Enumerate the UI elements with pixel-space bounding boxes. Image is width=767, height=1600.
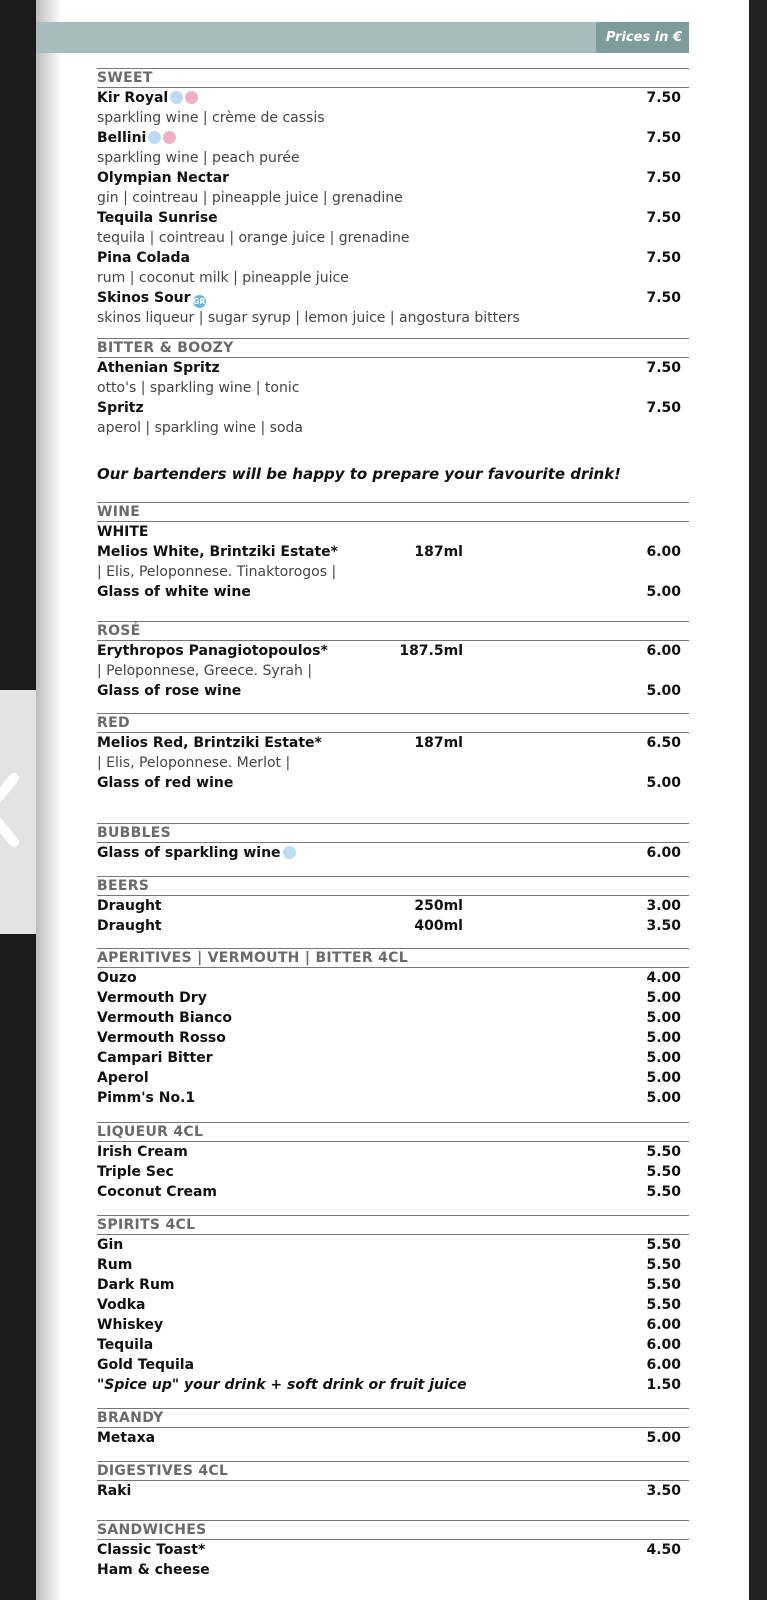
item-price: 5.00 (646, 1050, 681, 1066)
menu-item (97, 1428, 689, 1448)
item-name: Pimm's No.1 (97, 1090, 196, 1106)
item-name: Whiskey (97, 1317, 164, 1333)
item-name: Aperol (97, 1070, 149, 1086)
item-name: Spritz (97, 400, 144, 416)
item-price: 5.50 (646, 1297, 681, 1313)
item-price: 5.00 (646, 1430, 681, 1446)
item-price: 5.50 (646, 1144, 681, 1160)
menu-item (97, 773, 689, 793)
item-name: Ham & cheese (97, 1562, 210, 1578)
item-price: 7.50 (646, 360, 681, 376)
item-name: Irish Cream (97, 1144, 188, 1160)
section-liqueur: LIQUEUR 4CL (97, 1122, 689, 1142)
item-description: skinos liqueur | sugar syrup | lemon juice | angostura bitters (97, 310, 520, 326)
item-name: Classic Toast* (97, 1542, 206, 1558)
item-name: Draught (97, 918, 162, 934)
menu-item (97, 641, 689, 661)
section-bitter-boozy: BITTER & BOOZY (97, 338, 689, 358)
menu-item (97, 358, 689, 378)
pink-icon (163, 131, 176, 144)
menu-item (97, 1315, 689, 1335)
item-description: otto's | sparkling wine | tonic (97, 380, 300, 396)
item-price: 6.00 (646, 1317, 681, 1333)
section-sandwiches: SANDWICHES (97, 1520, 689, 1540)
menu-item (97, 248, 689, 268)
item-price: 5.00 (646, 1070, 681, 1086)
menu-item (97, 843, 689, 863)
menu-item (97, 1235, 689, 1255)
menu-item (97, 1028, 689, 1048)
section-digestives: DIGESTIVES 4CL (97, 1461, 689, 1481)
item-name: Dark Rum (97, 1277, 175, 1293)
item-volume: 187ml (414, 735, 463, 751)
section-red: RED (97, 713, 689, 733)
item-price: 7.50 (646, 290, 681, 306)
section-brandy: BRANDY (97, 1408, 689, 1428)
menu-item (97, 1088, 689, 1108)
item-description: rum | coconut milk | pineapple juice (97, 270, 349, 286)
section-wine: WINE (97, 502, 689, 522)
menu-item (97, 1142, 689, 1162)
item-description: sparkling wine | crème de cassis (97, 110, 325, 126)
menu-item (97, 733, 689, 753)
item-name: Glass of white wine (97, 584, 251, 600)
item-price: 5.00 (646, 1090, 681, 1106)
menu-item (97, 168, 689, 188)
menu-item (97, 398, 689, 418)
item-name: "Spice up" your drink + soft drink or fruit juice (97, 1377, 467, 1393)
background-edge (749, 0, 767, 1600)
item-price: 5.00 (646, 1010, 681, 1026)
item-price: 7.50 (646, 210, 681, 226)
item-description: gin | cointreau | pineapple juice | grenadine (97, 190, 403, 206)
menu-item (97, 88, 689, 108)
item-name: Tequila (97, 1337, 154, 1353)
menu-item (97, 1355, 689, 1375)
section-aperitives: APERITIVES | VERMOUTH | BITTER 4CL (97, 948, 689, 968)
ice-icon (170, 91, 183, 104)
item-description: | Peloponnese, Greece. Syrah | (97, 663, 313, 679)
menu-item (97, 1048, 689, 1068)
gr-icon: GR (192, 297, 206, 306)
item-price: 5.50 (646, 1257, 681, 1273)
item-name: Glass of sparkling wine (97, 845, 281, 861)
item-price: 6.00 (646, 1357, 681, 1373)
item-name: Pina Colada (97, 250, 190, 266)
menu-item (97, 1295, 689, 1315)
item-name: Bellini (97, 130, 147, 146)
item-price: 6.00 (646, 845, 681, 861)
item-price: 5.50 (646, 1277, 681, 1293)
item-name: Campari Bitter (97, 1050, 213, 1066)
ice-icon (148, 131, 161, 144)
menu-item (97, 1375, 689, 1395)
menu-item (97, 582, 689, 602)
item-price: 7.50 (646, 250, 681, 266)
section-rose: ROSÉ (97, 621, 689, 641)
menu-item (97, 1008, 689, 1028)
item-price: 7.50 (646, 400, 681, 416)
menu-item (97, 1560, 689, 1580)
menu-item (97, 1275, 689, 1295)
menu-item (97, 1182, 689, 1202)
item-description: | Elis, Peloponnese. Tinaktorogos | (97, 564, 337, 580)
menu-page (36, 0, 749, 1600)
menu-item (97, 896, 689, 916)
item-price: 5.00 (646, 1030, 681, 1046)
menu-item (97, 1540, 689, 1560)
menu-item (97, 1481, 689, 1501)
item-name: Glass of red wine (97, 775, 234, 791)
item-price: 6.50 (646, 735, 681, 751)
menu-item (97, 542, 689, 562)
item-price: 1.50 (646, 1377, 681, 1393)
item-name: Rum (97, 1257, 133, 1273)
item-name: Vermouth Rosso (97, 1030, 226, 1046)
item-price: 7.50 (646, 90, 681, 106)
item-name: Olympian Nectar (97, 170, 230, 186)
item-volume: 250ml (414, 898, 463, 914)
item-name: Athenian Spritz (97, 360, 220, 376)
item-price: 6.00 (646, 544, 681, 560)
item-description: aperol | sparkling wine | soda (97, 420, 303, 436)
item-volume: 400ml (414, 918, 463, 934)
menu-item (97, 1162, 689, 1182)
menu-item (97, 988, 689, 1008)
item-description: tequila | cointreau | orange juice | grenadine (97, 230, 410, 246)
item-name: Gold Tequila (97, 1357, 195, 1373)
item-name: Vermouth Dry (97, 990, 207, 1006)
section-sweet: SWEET (97, 68, 689, 88)
item-name: Melios White, Brintziki Estate* (97, 544, 338, 560)
item-volume: 187.5ml (399, 643, 463, 659)
item-name: Kir Royal (97, 90, 169, 106)
item-price: 3.00 (646, 898, 681, 914)
section-bubbles: BUBBLES (97, 823, 689, 843)
item-price: 7.50 (646, 170, 681, 186)
prices-label: Prices in € (596, 22, 689, 53)
item-description: sparkling wine | peach purée (97, 150, 300, 166)
ice-icon (283, 846, 296, 859)
item-price: 5.50 (646, 1237, 681, 1253)
item-price: 4.00 (646, 970, 681, 986)
section-beers: BEERS (97, 876, 689, 896)
item-description: | Elis, Peloponnese. Merlot | (97, 755, 291, 771)
menu-item (97, 1335, 689, 1355)
wine-subheading-white: WHITE (97, 524, 149, 540)
item-name: Erythropos Panagiotopoulos* (97, 643, 328, 659)
item-name: Ouzo (97, 970, 137, 986)
item-name: Tequila Sunrise (97, 210, 218, 226)
menu-item (97, 968, 689, 988)
item-name: Triple Sec (97, 1164, 174, 1180)
item-price: 5.00 (646, 584, 681, 600)
item-name: Vermouth Bianco (97, 1010, 232, 1026)
menu-item (97, 681, 689, 701)
item-price: 5.00 (646, 990, 681, 1006)
pink-icon (185, 91, 198, 104)
header-bar (36, 22, 689, 53)
item-name: Skinos Sour (97, 290, 191, 306)
section-spirits: SPIRITS 4CL (97, 1215, 689, 1235)
item-price: 5.50 (646, 1164, 681, 1180)
item-price: 3.50 (646, 918, 681, 934)
menu-item (97, 128, 689, 148)
item-name: Melios Red, Brintziki Estate* (97, 735, 322, 751)
item-name: Coconut Cream (97, 1184, 218, 1200)
item-name: Vodka (97, 1297, 146, 1313)
bartender-note: Our bartenders will be happy to prepare your favourite drink! (97, 465, 622, 483)
item-name: Raki (97, 1483, 132, 1499)
item-name: Gin (97, 1237, 124, 1253)
menu-item (97, 1255, 689, 1275)
item-price: 4.50 (646, 1542, 681, 1558)
item-name: Draught (97, 898, 162, 914)
menu-item (97, 916, 689, 936)
menu-item (97, 288, 689, 308)
item-name: Metaxa (97, 1430, 156, 1446)
item-price: 3.50 (646, 1483, 681, 1499)
item-price: 5.00 (646, 683, 681, 699)
item-price: 6.00 (646, 643, 681, 659)
item-volume: 187ml (414, 544, 463, 560)
item-price: 6.00 (646, 1337, 681, 1353)
item-name: Glass of rose wine (97, 683, 242, 699)
item-price: 7.50 (646, 130, 681, 146)
item-price: 5.50 (646, 1184, 681, 1200)
item-price: 5.00 (646, 775, 681, 791)
back-arrow-icon[interactable] (0, 770, 40, 850)
menu-item (97, 208, 689, 228)
menu-item (97, 1068, 689, 1088)
